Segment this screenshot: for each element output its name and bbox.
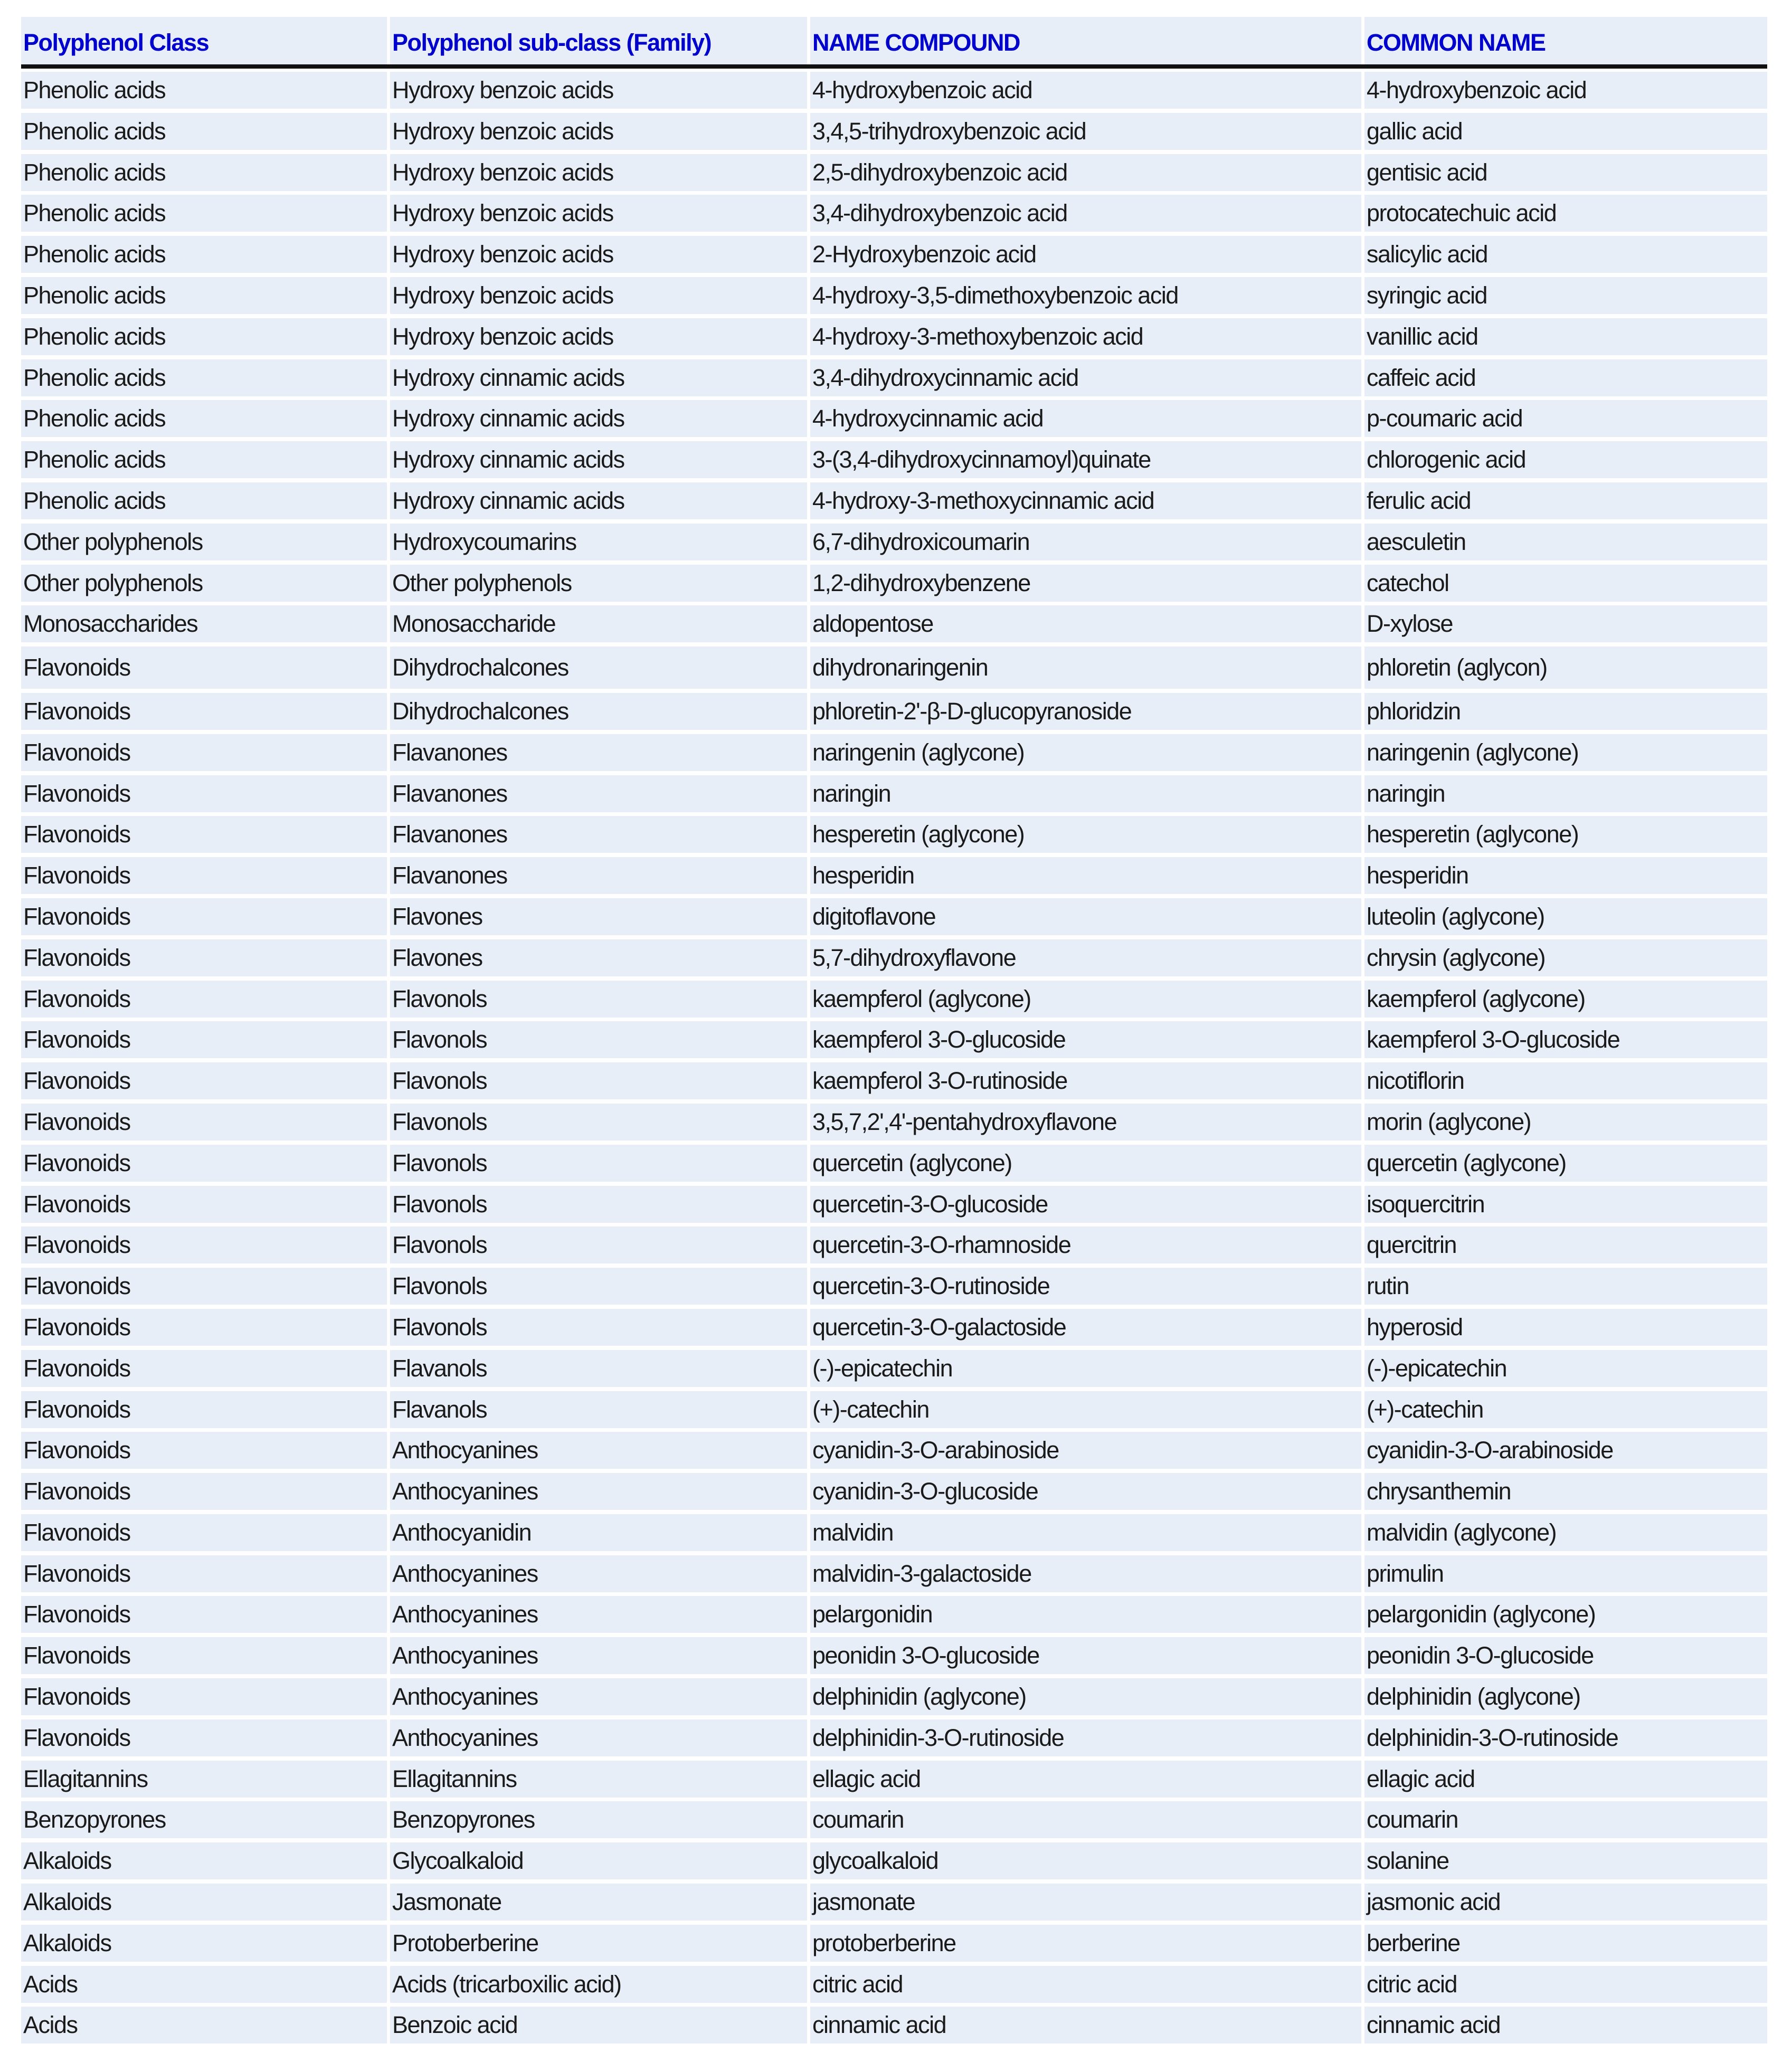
cell-name-compound: malvidin-3-galactoside bbox=[810, 1555, 1361, 1592]
cell-name-compound: quercetin-3-O-glucoside bbox=[810, 1186, 1361, 1223]
cell-common-name: phloridzin bbox=[1364, 693, 1767, 730]
cell-name-compound: 6,7-dihydroxicoumarin bbox=[810, 524, 1361, 560]
cell-polyphenol-subclass: Hydroxy cinnamic acids bbox=[390, 441, 807, 478]
cell-polyphenol-class: Alkaloids bbox=[21, 1842, 387, 1879]
cell-polyphenol-subclass: Hydroxycoumarins bbox=[390, 524, 807, 560]
cell-common-name: quercitrin bbox=[1364, 1227, 1767, 1263]
table-row bbox=[21, 565, 1767, 602]
cell-name-compound: quercetin-3-O-galactoside bbox=[810, 1309, 1361, 1346]
table-row bbox=[21, 524, 1767, 560]
table-row bbox=[21, 1801, 1767, 1838]
table-row bbox=[21, 1350, 1767, 1387]
cell-name-compound: naringin bbox=[810, 775, 1361, 812]
cell-name-compound: cyanidin-3-O-arabinoside bbox=[810, 1432, 1361, 1469]
cell-common-name: caffeic acid bbox=[1364, 359, 1767, 396]
cell-name-compound: quercetin (aglycone) bbox=[810, 1145, 1361, 1182]
cell-common-name: phloretin (aglycon) bbox=[1364, 647, 1767, 689]
cell-name-compound: naringenin (aglycone) bbox=[810, 734, 1361, 771]
cell-polyphenol-subclass: Acids (tricarboxilic acid) bbox=[390, 1966, 807, 2003]
cell-polyphenol-class: Flavonoids bbox=[21, 1719, 387, 1756]
cell-polyphenol-subclass: Other polyphenols bbox=[390, 565, 807, 602]
cell-name-compound: delphinidin-3-O-rutinoside bbox=[810, 1719, 1361, 1756]
cell-polyphenol-class: Phenolic acids bbox=[21, 400, 387, 437]
cell-name-compound: cinnamic acid bbox=[810, 2007, 1361, 2044]
cell-polyphenol-subclass: Anthocyanines bbox=[390, 1678, 807, 1715]
table-row bbox=[21, 154, 1767, 191]
cell-polyphenol-class: Flavonoids bbox=[21, 734, 387, 771]
cell-common-name: aesculetin bbox=[1364, 524, 1767, 560]
cell-name-compound: 3,4-dihydroxycinnamic acid bbox=[810, 359, 1361, 396]
cell-common-name: salicylic acid bbox=[1364, 236, 1767, 273]
table-row bbox=[21, 1432, 1767, 1469]
cell-polyphenol-class: Phenolic acids bbox=[21, 277, 387, 314]
table-row bbox=[21, 1186, 1767, 1223]
table-row bbox=[21, 898, 1767, 935]
table-row bbox=[21, 1555, 1767, 1592]
cell-polyphenol-subclass: Flavonols bbox=[390, 1104, 807, 1140]
cell-polyphenol-class: Other polyphenols bbox=[21, 524, 387, 560]
cell-common-name: delphinidin (aglycone) bbox=[1364, 1678, 1767, 1715]
cell-polyphenol-class: Flavonoids bbox=[21, 1227, 387, 1263]
cell-polyphenol-subclass: Jasmonate bbox=[390, 1884, 807, 1921]
cell-common-name: (-)-epicatechin bbox=[1364, 1350, 1767, 1387]
cell-polyphenol-subclass: Flavonols bbox=[390, 1186, 807, 1223]
table-row bbox=[21, 1104, 1767, 1140]
cell-polyphenol-subclass: Anthocyanines bbox=[390, 1637, 807, 1674]
cell-common-name: vanillic acid bbox=[1364, 318, 1767, 355]
cell-name-compound: jasmonate bbox=[810, 1884, 1361, 1921]
cell-polyphenol-subclass: Flavones bbox=[390, 898, 807, 935]
table-row bbox=[21, 277, 1767, 314]
table-row bbox=[21, 318, 1767, 355]
table-row bbox=[21, 816, 1767, 853]
cell-name-compound: 4-hydroxycinnamic acid bbox=[810, 400, 1361, 437]
cell-polyphenol-class: Alkaloids bbox=[21, 1925, 387, 1962]
cell-common-name: protocatechuic acid bbox=[1364, 195, 1767, 232]
cell-name-compound: 1,2-dihydroxybenzene bbox=[810, 565, 1361, 602]
cell-name-compound: quercetin-3-O-rutinoside bbox=[810, 1268, 1361, 1305]
cell-name-compound: 4-hydroxy-3-methoxybenzoic acid bbox=[810, 318, 1361, 355]
cell-common-name: hyperosid bbox=[1364, 1309, 1767, 1346]
table-row bbox=[21, 1021, 1767, 1058]
cell-name-compound: digitoflavone bbox=[810, 898, 1361, 935]
cell-common-name: primulin bbox=[1364, 1555, 1767, 1592]
cell-name-compound: 3,4-dihydroxybenzoic acid bbox=[810, 195, 1361, 232]
cell-common-name: citric acid bbox=[1364, 1966, 1767, 2003]
table-header-row bbox=[21, 17, 1767, 69]
table-row bbox=[21, 359, 1767, 396]
table-body bbox=[21, 72, 1767, 2044]
cell-name-compound: (-)-epicatechin bbox=[810, 1350, 1361, 1387]
cell-name-compound: citric acid bbox=[810, 1966, 1361, 2003]
cell-name-compound: malvidin bbox=[810, 1514, 1361, 1551]
cell-polyphenol-subclass: Hydroxy benzoic acids bbox=[390, 318, 807, 355]
cell-common-name: peonidin 3-O-glucoside bbox=[1364, 1637, 1767, 1674]
table-row bbox=[21, 400, 1767, 437]
cell-polyphenol-class: Phenolic acids bbox=[21, 359, 387, 396]
cell-polyphenol-class: Phenolic acids bbox=[21, 113, 387, 150]
cell-name-compound: (+)-catechin bbox=[810, 1391, 1361, 1428]
header-common-name: COMMON NAME bbox=[1364, 17, 1767, 64]
cell-common-name: catechol bbox=[1364, 565, 1767, 602]
cell-polyphenol-subclass: Flavanones bbox=[390, 734, 807, 771]
cell-name-compound: coumarin bbox=[810, 1801, 1361, 1838]
cell-common-name: naringin bbox=[1364, 775, 1767, 812]
cell-polyphenol-subclass: Anthocyanidin bbox=[390, 1514, 807, 1551]
table-row bbox=[21, 1966, 1767, 2003]
cell-common-name: isoquercitrin bbox=[1364, 1186, 1767, 1223]
cell-name-compound: delphinidin (aglycone) bbox=[810, 1678, 1361, 1715]
cell-polyphenol-class: Alkaloids bbox=[21, 1884, 387, 1921]
header-polyphenol-class: Polyphenol Class bbox=[21, 17, 387, 64]
cell-common-name: luteolin (aglycone) bbox=[1364, 898, 1767, 935]
cell-polyphenol-subclass: Dihydrochalcones bbox=[390, 693, 807, 730]
cell-common-name: hesperetin (aglycone) bbox=[1364, 816, 1767, 853]
cell-polyphenol-subclass: Hydroxy benzoic acids bbox=[390, 154, 807, 191]
cell-polyphenol-class: Phenolic acids bbox=[21, 441, 387, 478]
cell-name-compound: glycoalkaloid bbox=[810, 1842, 1361, 1879]
cell-common-name: pelargonidin (aglycone) bbox=[1364, 1596, 1767, 1633]
cell-polyphenol-subclass: Glycoalkaloid bbox=[390, 1842, 807, 1879]
header-name-compound: NAME COMPOUND bbox=[810, 17, 1361, 64]
cell-polyphenol-subclass: Flavanols bbox=[390, 1391, 807, 1428]
cell-name-compound: quercetin-3-O-rhamnoside bbox=[810, 1227, 1361, 1263]
cell-polyphenol-class: Flavonoids bbox=[21, 898, 387, 935]
cell-polyphenol-subclass: Anthocyanines bbox=[390, 1555, 807, 1592]
cell-common-name: chrysanthemin bbox=[1364, 1473, 1767, 1510]
cell-polyphenol-subclass: Flavonols bbox=[390, 981, 807, 1018]
table-row bbox=[21, 236, 1767, 273]
table-row bbox=[21, 1514, 1767, 1551]
table-row bbox=[21, 195, 1767, 232]
cell-polyphenol-class: Flavonoids bbox=[21, 1596, 387, 1633]
cell-common-name: berberine bbox=[1364, 1925, 1767, 1962]
cell-common-name: chrysin (aglycone) bbox=[1364, 939, 1767, 976]
cell-name-compound: hesperidin bbox=[810, 857, 1361, 894]
cell-polyphenol-subclass: Flavonols bbox=[390, 1268, 807, 1305]
cell-name-compound: kaempferol 3-O-glucoside bbox=[810, 1021, 1361, 1058]
cell-polyphenol-subclass: Anthocyanines bbox=[390, 1473, 807, 1510]
table-row bbox=[21, 1391, 1767, 1428]
cell-polyphenol-class: Phenolic acids bbox=[21, 482, 387, 519]
table-row bbox=[21, 1596, 1767, 1633]
cell-polyphenol-class: Flavonoids bbox=[21, 775, 387, 812]
cell-polyphenol-subclass: Flavonols bbox=[390, 1062, 807, 1099]
table-row bbox=[21, 1145, 1767, 1182]
cell-polyphenol-subclass: Protoberberine bbox=[390, 1925, 807, 1962]
cell-polyphenol-subclass: Hydroxy benzoic acids bbox=[390, 113, 807, 150]
cell-polyphenol-subclass: Hydroxy benzoic acids bbox=[390, 277, 807, 314]
cell-name-compound: 4-hydroxy-3,5-dimethoxybenzoic acid bbox=[810, 277, 1361, 314]
cell-common-name: ferulic acid bbox=[1364, 482, 1767, 519]
cell-common-name: chlorogenic acid bbox=[1364, 441, 1767, 478]
cell-name-compound: aldopentose bbox=[810, 605, 1361, 642]
cell-polyphenol-class: Flavonoids bbox=[21, 1432, 387, 1469]
cell-polyphenol-class: Acids bbox=[21, 1966, 387, 2003]
cell-name-compound: cyanidin-3-O-glucoside bbox=[810, 1473, 1361, 1510]
table-row bbox=[21, 734, 1767, 771]
table-row bbox=[21, 1719, 1767, 1756]
cell-polyphenol-class: Phenolic acids bbox=[21, 195, 387, 232]
cell-common-name: D-xylose bbox=[1364, 605, 1767, 642]
cell-name-compound: 2,5-dihydroxybenzoic acid bbox=[810, 154, 1361, 191]
cell-common-name: quercetin (aglycone) bbox=[1364, 1145, 1767, 1182]
cell-name-compound: 5,7-dihydroxyflavone bbox=[810, 939, 1361, 976]
cell-polyphenol-subclass: Hydroxy cinnamic acids bbox=[390, 482, 807, 519]
cell-common-name: gentisic acid bbox=[1364, 154, 1767, 191]
cell-polyphenol-class: Benzopyrones bbox=[21, 1801, 387, 1838]
cell-polyphenol-class: Phenolic acids bbox=[21, 236, 387, 273]
cell-polyphenol-class: Other polyphenols bbox=[21, 565, 387, 602]
cell-polyphenol-class: Phenolic acids bbox=[21, 154, 387, 191]
cell-polyphenol-subclass: Flavanols bbox=[390, 1350, 807, 1387]
cell-name-compound: 3,5,7,2',4'-pentahydroxyflavone bbox=[810, 1104, 1361, 1140]
cell-polyphenol-class: Flavonoids bbox=[21, 1350, 387, 1387]
table-row bbox=[21, 1473, 1767, 1510]
cell-polyphenol-subclass: Flavonols bbox=[390, 1021, 807, 1058]
cell-name-compound: 3,4,5-trihydroxybenzoic acid bbox=[810, 113, 1361, 150]
table-row bbox=[21, 2007, 1767, 2044]
cell-common-name: morin (aglycone) bbox=[1364, 1104, 1767, 1140]
cell-polyphenol-subclass: Hydroxy cinnamic acids bbox=[390, 400, 807, 437]
table-row bbox=[21, 605, 1767, 642]
cell-polyphenol-class: Flavonoids bbox=[21, 1391, 387, 1428]
cell-polyphenol-subclass: Anthocyanines bbox=[390, 1432, 807, 1469]
cell-polyphenol-subclass: Benzopyrones bbox=[390, 1801, 807, 1838]
table-row bbox=[21, 981, 1767, 1018]
cell-polyphenol-subclass: Anthocyanines bbox=[390, 1596, 807, 1633]
cell-polyphenol-subclass: Hydroxy benzoic acids bbox=[390, 72, 807, 109]
cell-common-name: (+)-catechin bbox=[1364, 1391, 1767, 1428]
cell-polyphenol-class: Flavonoids bbox=[21, 1021, 387, 1058]
cell-name-compound: 3-(3,4-dihydroxycinnamoyl)quinate bbox=[810, 441, 1361, 478]
cell-name-compound: ellagic acid bbox=[810, 1761, 1361, 1798]
cell-polyphenol-class: Flavonoids bbox=[21, 816, 387, 853]
cell-polyphenol-subclass: Ellagitannins bbox=[390, 1761, 807, 1798]
table-row bbox=[21, 1842, 1767, 1879]
cell-common-name: rutin bbox=[1364, 1268, 1767, 1305]
table-row bbox=[21, 1227, 1767, 1263]
cell-polyphenol-subclass: Benzoic acid bbox=[390, 2007, 807, 2044]
cell-polyphenol-subclass: Flavanones bbox=[390, 816, 807, 853]
cell-polyphenol-class: Flavonoids bbox=[21, 647, 387, 689]
cell-common-name: solanine bbox=[1364, 1842, 1767, 1879]
cell-common-name: ellagic acid bbox=[1364, 1761, 1767, 1798]
table-row bbox=[21, 113, 1767, 150]
table-row bbox=[21, 647, 1767, 689]
cell-polyphenol-class: Flavonoids bbox=[21, 1186, 387, 1223]
cell-polyphenol-class: Flavonoids bbox=[21, 1309, 387, 1346]
table-row bbox=[21, 72, 1767, 109]
cell-polyphenol-class: Flavonoids bbox=[21, 857, 387, 894]
cell-polyphenol-subclass: Flavanones bbox=[390, 857, 807, 894]
table-row bbox=[21, 693, 1767, 730]
cell-polyphenol-class: Flavonoids bbox=[21, 1637, 387, 1674]
cell-polyphenol-class: Flavonoids bbox=[21, 1555, 387, 1592]
cell-polyphenol-class: Flavonoids bbox=[21, 693, 387, 730]
cell-common-name: jasmonic acid bbox=[1364, 1884, 1767, 1921]
cell-common-name: hesperidin bbox=[1364, 857, 1767, 894]
cell-polyphenol-subclass: Flavones bbox=[390, 939, 807, 976]
cell-polyphenol-subclass: Flavonols bbox=[390, 1227, 807, 1263]
cell-common-name: gallic acid bbox=[1364, 113, 1767, 150]
cell-polyphenol-class: Phenolic acids bbox=[21, 72, 387, 109]
cell-name-compound: 4-hydroxybenzoic acid bbox=[810, 72, 1361, 109]
table-row bbox=[21, 939, 1767, 976]
cell-polyphenol-subclass: Anthocyanines bbox=[390, 1719, 807, 1756]
cell-common-name: coumarin bbox=[1364, 1801, 1767, 1838]
table-row bbox=[21, 1268, 1767, 1305]
cell-name-compound: kaempferol 3-O-rutinoside bbox=[810, 1062, 1361, 1099]
cell-common-name: cyanidin-3-O-arabinoside bbox=[1364, 1432, 1767, 1469]
cell-name-compound: dihydronaringenin bbox=[810, 647, 1361, 689]
table-row bbox=[21, 1761, 1767, 1798]
cell-polyphenol-subclass: Monosaccharide bbox=[390, 605, 807, 642]
cell-name-compound: kaempferol (aglycone) bbox=[810, 981, 1361, 1018]
cell-common-name: naringenin (aglycone) bbox=[1364, 734, 1767, 771]
cell-common-name: delphinidin-3-O-rutinoside bbox=[1364, 1719, 1767, 1756]
cell-polyphenol-class: Flavonoids bbox=[21, 981, 387, 1018]
cell-name-compound: hesperetin (aglycone) bbox=[810, 816, 1361, 853]
cell-common-name: 4-hydroxybenzoic acid bbox=[1364, 72, 1767, 109]
cell-polyphenol-class: Flavonoids bbox=[21, 939, 387, 976]
cell-common-name: p-coumaric acid bbox=[1364, 400, 1767, 437]
cell-polyphenol-subclass: Hydroxy benzoic acids bbox=[390, 195, 807, 232]
cell-common-name: kaempferol (aglycone) bbox=[1364, 981, 1767, 1018]
cell-name-compound: phloretin-2'-β-D-glucopyranoside bbox=[810, 693, 1361, 730]
cell-polyphenol-class: Flavonoids bbox=[21, 1514, 387, 1551]
table-row bbox=[21, 1637, 1767, 1674]
table-row bbox=[21, 775, 1767, 812]
cell-polyphenol-subclass: Dihydrochalcones bbox=[390, 647, 807, 689]
table-row bbox=[21, 857, 1767, 894]
cell-polyphenol-class: Flavonoids bbox=[21, 1104, 387, 1140]
cell-name-compound: 2-Hydroxybenzoic acid bbox=[810, 236, 1361, 273]
cell-polyphenol-class: Flavonoids bbox=[21, 1473, 387, 1510]
table-row bbox=[21, 1884, 1767, 1921]
cell-polyphenol-class: Flavonoids bbox=[21, 1145, 387, 1182]
table-row bbox=[21, 441, 1767, 478]
cell-polyphenol-class: Flavonoids bbox=[21, 1268, 387, 1305]
cell-polyphenol-class: Flavonoids bbox=[21, 1678, 387, 1715]
table-row bbox=[21, 1925, 1767, 1962]
table-row bbox=[21, 1062, 1767, 1099]
cell-polyphenol-class: Monosaccharides bbox=[21, 605, 387, 642]
cell-polyphenol-subclass: Flavonols bbox=[390, 1145, 807, 1182]
cell-polyphenol-subclass: Flavanones bbox=[390, 775, 807, 812]
cell-common-name: kaempferol 3-O-glucoside bbox=[1364, 1021, 1767, 1058]
cell-name-compound: pelargonidin bbox=[810, 1596, 1361, 1633]
cell-common-name: cinnamic acid bbox=[1364, 2007, 1767, 2044]
cell-polyphenol-subclass: Hydroxy benzoic acids bbox=[390, 236, 807, 273]
cell-polyphenol-class: Ellagitannins bbox=[21, 1761, 387, 1798]
cell-polyphenol-class: Flavonoids bbox=[21, 1062, 387, 1099]
header-polyphenol-subclass: Polyphenol sub-class (Family) bbox=[390, 17, 807, 64]
cell-name-compound: protoberberine bbox=[810, 1925, 1361, 1962]
table-row bbox=[21, 1309, 1767, 1346]
cell-common-name: nicotiflorin bbox=[1364, 1062, 1767, 1099]
cell-polyphenol-subclass: Flavonols bbox=[390, 1309, 807, 1346]
cell-polyphenol-class: Acids bbox=[21, 2007, 387, 2044]
cell-common-name: malvidin (aglycone) bbox=[1364, 1514, 1767, 1551]
cell-name-compound: peonidin 3-O-glucoside bbox=[810, 1637, 1361, 1674]
polyphenol-table bbox=[21, 17, 1767, 2048]
table-row bbox=[21, 1678, 1767, 1715]
cell-polyphenol-subclass: Hydroxy cinnamic acids bbox=[390, 359, 807, 396]
table-row bbox=[21, 482, 1767, 519]
cell-common-name: syringic acid bbox=[1364, 277, 1767, 314]
cell-name-compound: 4-hydroxy-3-methoxycinnamic acid bbox=[810, 482, 1361, 519]
cell-polyphenol-class: Phenolic acids bbox=[21, 318, 387, 355]
